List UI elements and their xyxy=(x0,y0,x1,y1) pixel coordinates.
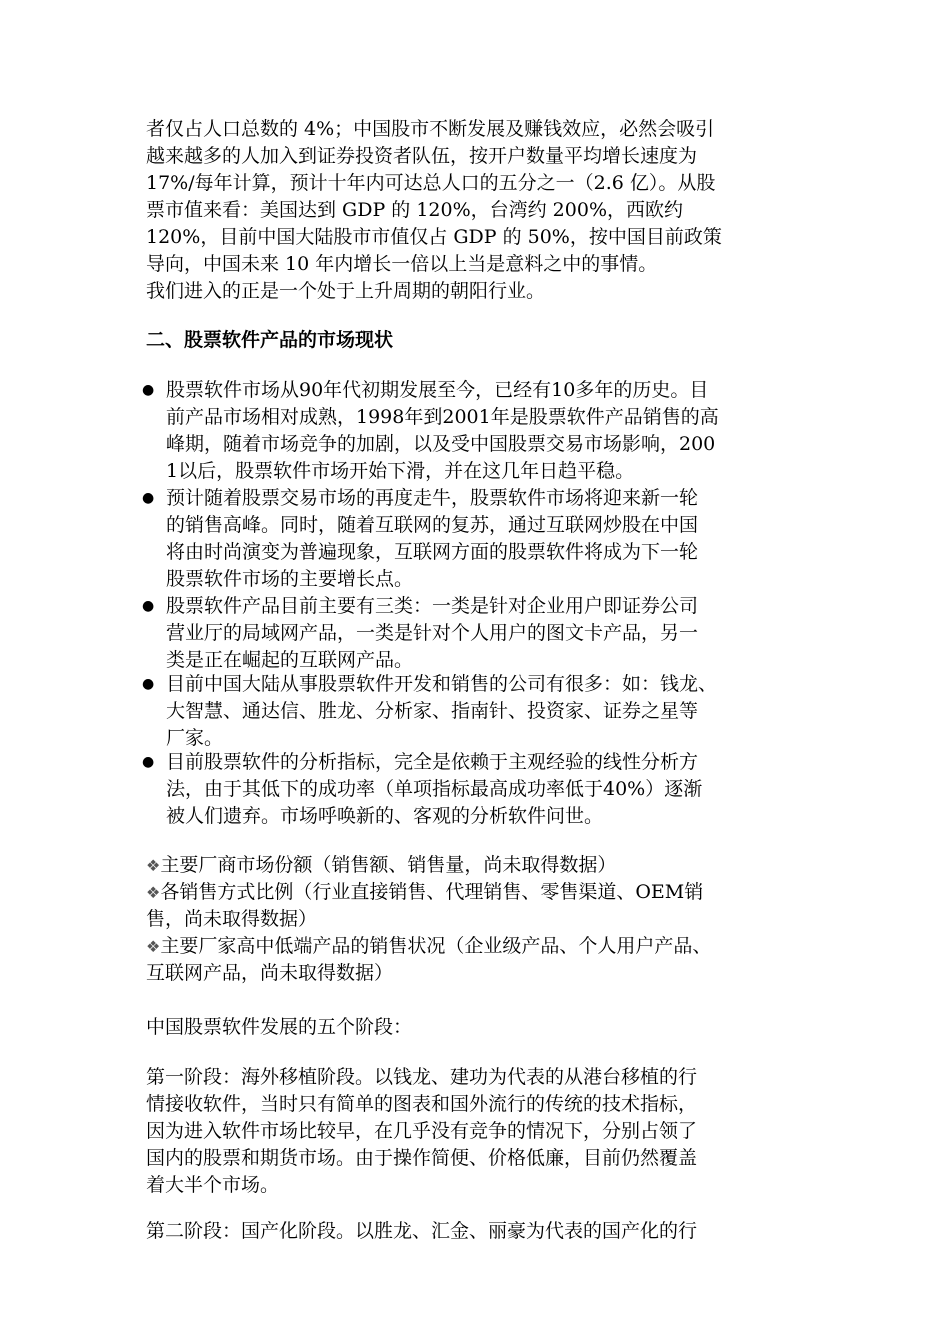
bullet-text: 被人们遗弃。市场呼唤新的、客观的分析软件问世。 xyxy=(166,805,604,827)
intro-line: 越来越多的人加入到证券投资者队伍，按开户数量平均增长速度为 xyxy=(146,145,698,167)
intro-line: 导向，中国未来 10 年内增长一倍以上当是意料之中的事情。 xyxy=(146,253,658,275)
diamond-icon: ❖ xyxy=(146,856,161,875)
intro-line: 17%/每年计算，预计十年内可达总人口的五分之一（2.6 亿）。从股 xyxy=(146,172,716,194)
stage1-line: 着大半个市场。 xyxy=(146,1174,280,1196)
diamond-item-continued: 售，尚未取得数据） xyxy=(146,908,318,930)
stage1-line: 国内的股票和期货市场。由于操作简便、价格低廉，目前仍然覆盖 xyxy=(146,1147,698,1169)
diamond-item: ❖主要厂家高中低端产品的销售状况（企业级产品、个人用户产品、 xyxy=(146,935,712,957)
section-heading: 二、股票软件产品的市场现状 xyxy=(146,329,394,351)
bullet-text: 法，由于其低下的成功率（单项指标最高成功率低于40%）逐渐 xyxy=(166,778,703,800)
bullet-text: 大智慧、通达信、胜龙、分析家、指南针、投资家、证券之星等 xyxy=(166,700,699,722)
intro-line: 票市值来看：美国达到 GDP 的 120%，台湾约 200%，西欧约 xyxy=(146,199,683,221)
bullet-dot: ● xyxy=(142,490,155,506)
diamond-item: ❖主要厂商市场份额（销售额、销售量，尚未取得数据） xyxy=(146,854,617,876)
diamond-icon: ❖ xyxy=(146,883,161,902)
bullet-text: 将由时尚演变为普遍现象，互联网方面的股票软件将成为下一轮 xyxy=(166,541,699,563)
stage1-line: 第一阶段：海外移植阶段。以钱龙、建功为代表的从港台移植的行 xyxy=(146,1066,698,1088)
bullet-text: 类是正在崛起的互联网产品。 xyxy=(166,649,414,671)
bullet-text: 前产品市场相对成熟，1998年到2001年是股票软件产品销售的高 xyxy=(166,406,719,428)
diamond-item-continued: 互联网产品，尚未取得数据） xyxy=(146,962,394,984)
bullet-dot: ● xyxy=(142,676,155,692)
diamond-item: ❖各销售方式比例（行业直接销售、代理销售、零售渠道、OEM销 xyxy=(146,881,704,903)
bullet-text: 1以后，股票软件市场开始下滑，并在这几年日趋平稳。 xyxy=(166,460,635,482)
intro-line: 者仅占人口总数的 4%；中国股市不断发展及赚钱效应，必然会吸引 xyxy=(146,118,715,140)
bullet-text: 营业厅的局域网产品，一类是针对个人用户的图文卡产品，另一 xyxy=(166,622,699,644)
bullet-dot: ● xyxy=(142,382,155,398)
bullet-dot: ● xyxy=(142,754,155,770)
bullet-text: 股票软件市场的主要增长点。 xyxy=(166,568,414,590)
bullet-text: 目前中国大陆从事股票软件开发和销售的公司有很多：如：钱龙、 xyxy=(166,673,718,695)
diamond-icon: ❖ xyxy=(146,937,161,956)
intro-line: 120%，目前中国大陆股市市值仅占 GDP 的 50%，按中国目前政策 xyxy=(146,226,722,248)
bullet-text: 的销售高峰。同时，随着互联网的复苏，通过互联网炒股在中国 xyxy=(166,514,699,536)
stage1-line: 因为进入软件市场比较早，在几乎没有竞争的情况下，分别占领了 xyxy=(146,1120,698,1142)
bullet-text: 预计随着股票交易市场的再度走牛，股票软件市场将迎来新一轮 xyxy=(166,487,699,509)
stages-heading: 中国股票软件发展的五个阶段： xyxy=(146,1016,413,1038)
stage2-line: 第二阶段：国产化阶段。以胜龙、汇金、丽豪为代表的国产化的行 xyxy=(146,1220,698,1242)
bullet-text: 股票软件产品目前主要有三类：一类是针对企业用户即证券公司 xyxy=(166,595,699,617)
bullet-text: 峰期，随着市场竞争的加剧，以及受中国股票交易市场影响，200 xyxy=(166,433,716,455)
intro-line: 我们进入的正是一个处于上升周期的朝阳行业。 xyxy=(146,280,546,302)
bullet-dot: ● xyxy=(142,598,155,614)
bullet-text: 厂家。 xyxy=(166,727,224,749)
bullet-text: 股票软件市场从90年代初期发展至今，已经有10多年的历史。目 xyxy=(166,379,709,401)
stage1-line: 情接收软件，当时只有简单的图表和国外流行的传统的技术指标， xyxy=(146,1093,698,1115)
bullet-text: 目前股票软件的分析指标，完全是依赖于主观经验的线性分析方 xyxy=(166,751,699,773)
